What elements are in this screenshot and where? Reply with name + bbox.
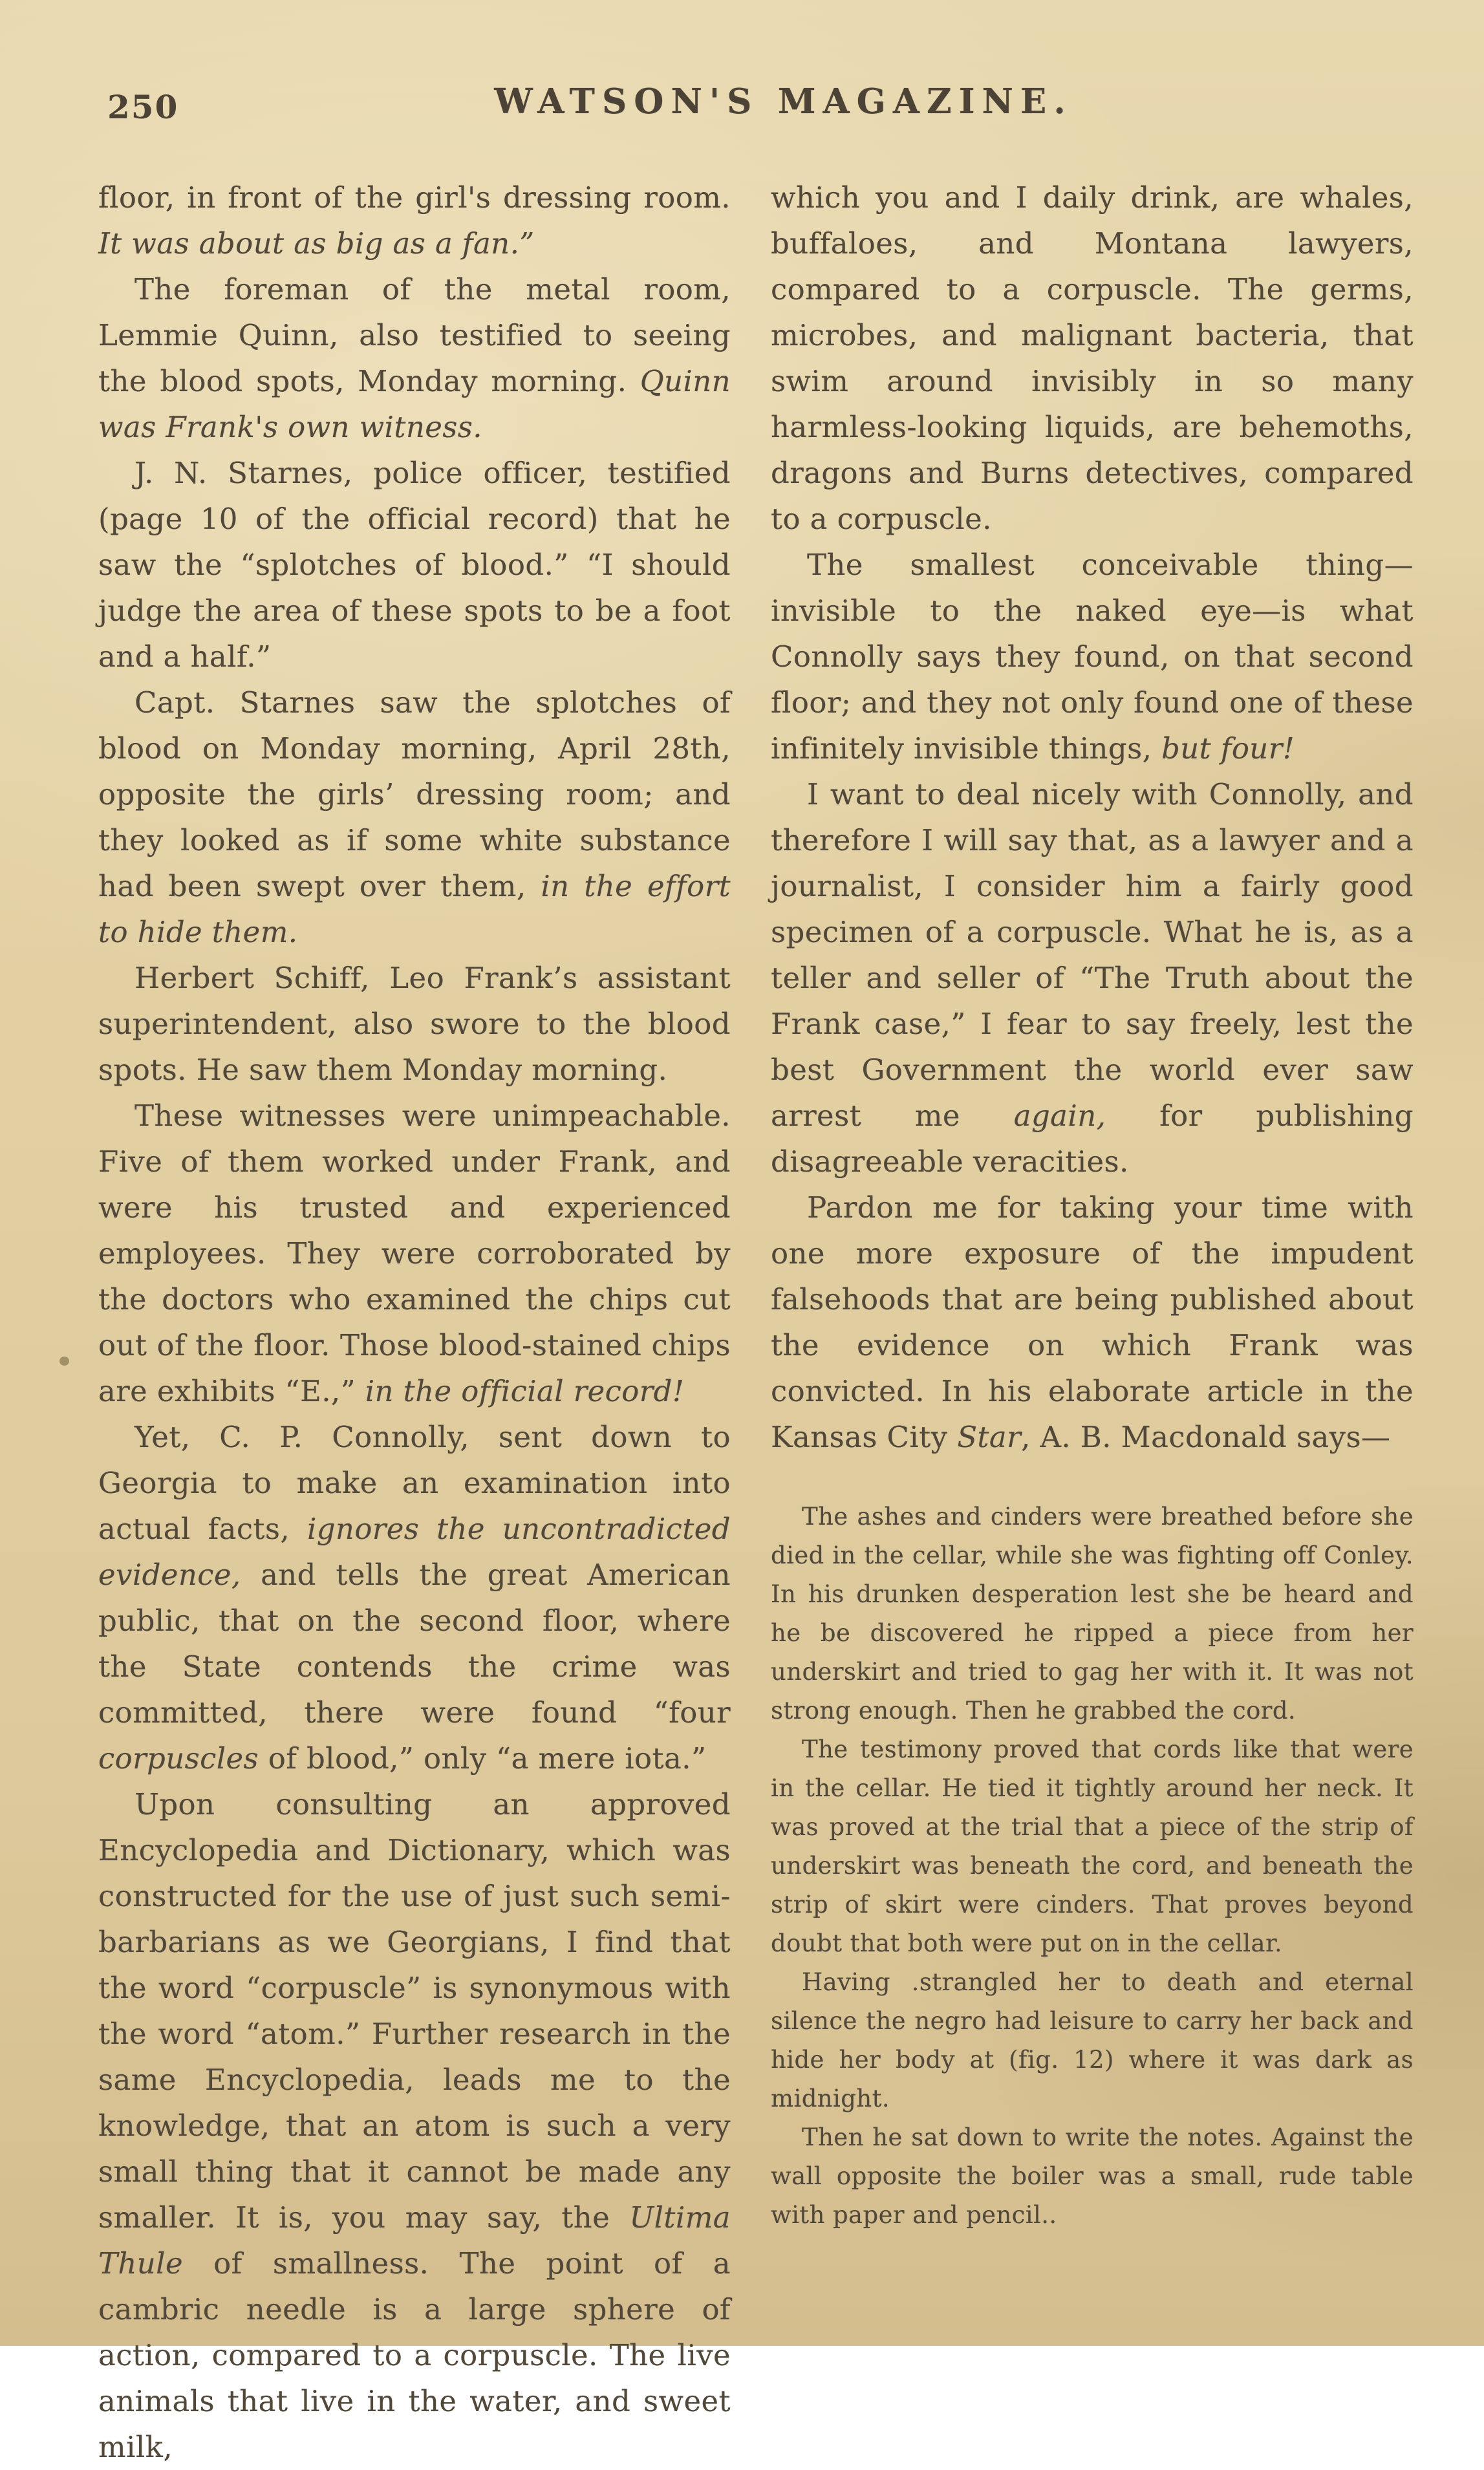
italic-text: but four! xyxy=(1161,731,1295,766)
body-text: which you and I daily drink, are whales, buffaloes, and Montana lawyers, compared to a corpuscle. The germs, microbes, and malignant bacteria, that swim around invisibly in so many harmless-looking liquids, are behemoths, dragons and Burns detectives, compared to a corpuscle. xyxy=(771,180,1414,536)
paragraph xyxy=(771,2118,1414,2235)
block-quote xyxy=(771,1498,1414,2235)
body-text: Upon consulting an approved Encyclopedia and Dictionary, which was constructed for the use of just such semi-barbarians as we Georgians, I find that the word “corpuscle” is synonymous with the word “atom.” Further research in the same Encyclopedia, leads me to the knowledge, that an atom is such a very small thing that it cannot be made any smaller. It is, you may say, the xyxy=(98,1787,731,2235)
paragraph xyxy=(771,1185,1414,1460)
body-text: , A. B. Macdonald says— xyxy=(1021,1420,1391,1454)
page-number: 250 xyxy=(107,88,179,126)
right-column xyxy=(771,175,1414,2235)
italic-text: Quinn was Frank's own witness. xyxy=(98,364,731,444)
body-text: for publishing disagreeable veracities. xyxy=(771,1099,1414,1179)
text-columns xyxy=(98,175,1414,2470)
paragraph xyxy=(771,1498,1414,1730)
body-text: J. N. Starnes, police officer, testified (page 10 of the official record) that he saw the “splotches of blood.” “I should judge the area of these spots to be a foot and a half.” xyxy=(98,456,731,674)
body-text: I want to deal nicely with Connolly, and therefore I will say that, as a lawyer and a journalist, I consider him a fairly good specimen of a corpuscle. What he is, as a teller and seller of “The Truth about the Frank case,” I fear to say freely, lest the best Government the world ever saw arrest me xyxy=(771,777,1414,1133)
left-column xyxy=(98,175,731,2470)
italic-text: It was about as big as a fan.” xyxy=(98,226,535,261)
paragraph xyxy=(98,1781,731,2470)
body-text: Capt. Starnes saw the splotches of blood on Monday morning, April 28th, opposite the girls’ dressing room; and they looked as if some white substance had been swept over them, xyxy=(98,685,731,903)
paragraph xyxy=(771,1730,1414,1963)
body-text: Pardon me for taking your time with one more exposure of the impudent falsehoods that are being published about the evidence on which Frank was convicted. In his elaborate article in the Kansas City xyxy=(771,1190,1414,1454)
paragraph xyxy=(98,1414,731,1781)
italic-text: Ultima Thule xyxy=(98,2200,731,2281)
italic-text: Star xyxy=(957,1420,1022,1454)
body-text: The testimony proved that cords like that were in the cellar. He tied it tightly around her neck. It was proved at the trial that a piece of the strip of underskirt was beneath the cord, and beneath the strip of skirt were cinders. That proves beyond doubt that both were put on in the cellar. xyxy=(771,1735,1414,1957)
paragraph xyxy=(98,955,731,1093)
body-text: Herbert Schiff, Leo Frank’s assistant superintendent, also swore to the blood spots. He saw them Monday morning. xyxy=(98,961,731,1087)
body-text: Then he sat down to write the notes. Against the wall opposite the boiler was a small, rude table with paper and pencil.. xyxy=(771,2123,1414,2229)
paragraph xyxy=(771,542,1414,771)
body-text: The foreman of the metal room, Lemmie Quinn, also testified to seeing the blood spots, Monday morning. xyxy=(98,272,731,398)
body-text: The ashes and cinders were breathed before she died in the cellar, while she was fighting off Conley. In his drunken desperation lest she be heard and he be discovered he ripped a piece from her underskirt and tried to gag her with it. It was not strong enough. Then he grabbed the cord. xyxy=(771,1503,1414,1724)
magazine-title: WATSON'S MAGAZINE. xyxy=(494,81,1073,122)
italic-text: ignores the uncontradicted evidence, xyxy=(98,1512,731,1592)
italic-text: corpuscles xyxy=(98,1741,259,1776)
body-text: of blood,” only “a mere iota.” xyxy=(259,1741,707,1776)
paragraph xyxy=(98,450,731,680)
paragraph xyxy=(98,680,731,955)
body-text: Having .strangled her to death and eternal silence the negro had leisure to carry her back and hide her body at (fig. 12) where it was dark as midnight. xyxy=(771,1968,1414,2112)
italic-text: in the official record! xyxy=(365,1374,685,1408)
paragraph xyxy=(771,771,1414,1185)
body-text: and tells the great American public, that on the second floor, where the State contends the crime was committed, there were found “four xyxy=(98,1558,731,1730)
body-text: The smallest conceivable thing—invisible to the naked eye—is what Connolly says they found, on that second floor; and they not only found one of these infinitely invisible things, xyxy=(771,548,1414,766)
paragraph xyxy=(98,266,731,450)
body-text: of smallness. The point of a cambric needle is a large sphere of action, compared to a corpuscle. The live animals that live in the water, and sweet milk, xyxy=(98,2246,731,2464)
paragraph xyxy=(98,1093,731,1414)
paragraph xyxy=(98,175,731,266)
body-text: floor, in front of the girl's dressing room. xyxy=(98,180,731,215)
margin-speck xyxy=(59,1357,69,1366)
paragraph xyxy=(771,1963,1414,2118)
body-text: Yet, C. P. Connolly, sent down to Georgia to make an examination into actual facts, xyxy=(98,1420,731,1546)
italic-text: again, xyxy=(1013,1099,1106,1133)
italic-text: in the effort to hide them. xyxy=(98,869,731,949)
body-text: These witnesses were unimpeachable. Five of them worked under Frank, and were his trusted and experienced employees. They were corroborated by the doctors who examined the chips cut out of the floor. Those blood-stained chips are exhibits “E.,” xyxy=(98,1099,731,1408)
paragraph xyxy=(771,175,1414,542)
page-header xyxy=(0,81,1484,133)
